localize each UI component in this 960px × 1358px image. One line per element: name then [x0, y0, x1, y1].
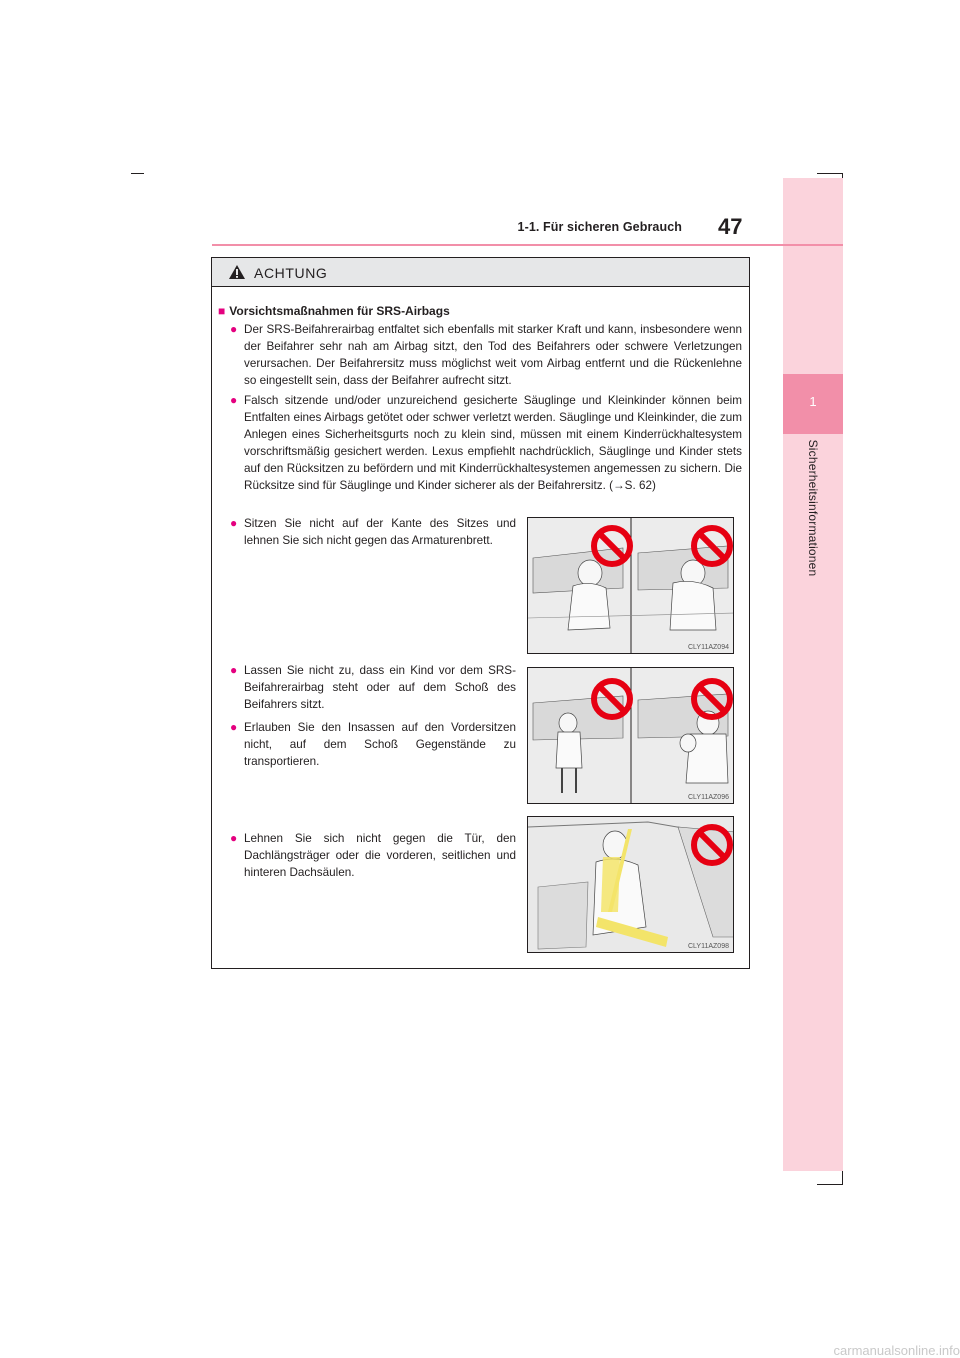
bullet-text: Lassen Sie nicht zu, dass ein Kind vor dem SRS-Beifahrerairbag steht oder auf dem Schoß des Beifahrers sitzt. — [244, 664, 516, 711]
section-title: 1-1. Für sicheren Gebrauch — [517, 220, 682, 234]
bullet-item — [230, 515, 516, 549]
prohibition-sign-icon — [528, 817, 734, 953]
header-rule — [212, 244, 843, 246]
bullet-item — [230, 719, 516, 770]
warning-subheading — [218, 304, 450, 318]
illustration-dashboard — [527, 517, 734, 654]
chapter-number: 1 — [809, 394, 817, 409]
warning-triangle-icon — [228, 264, 246, 280]
illustration-child-airbag — [527, 667, 734, 804]
bullet-dot-icon: ● — [230, 663, 238, 677]
square-bullet-icon: ■ — [218, 304, 226, 318]
bullet-item — [230, 830, 516, 881]
bullet-text: Falsch sitzende und/oder unzureichend gesicherte Säuglinge und Kleinkinder können beim Entfalten eines Airbags getötet oder schwer verletzt werden. Säuglinge und Kleinkinder, die zum Anlegen eines Sicherheitsgurts noch zu klein sind, müssen mit einem Kinderrückhaltesystem vorschriftsmäßig gesichert werden. Lexus empfiehlt nachdrücklich, Säuglinge und Kinder stets auf den Rücksitzen zu befördern und mit Kinderrückhaltesystemen angemessen zu sichern. Die Rücksitze sind für Säuglinge und Kinder sicherer als der Beifahrersitz. (→S. 62) — [244, 394, 742, 492]
page-number: 47 — [718, 214, 743, 239]
bullet-text: Sitzen Sie nicht auf der Kante des Sitzes und lehnen Sie sich nicht gegen das Armaturenbrett. — [244, 517, 516, 547]
bullet-item — [230, 662, 516, 713]
warning-title: ACHTUNG — [254, 265, 328, 281]
bullet-text: Lehnen Sie sich nicht gegen die Tür, den Dachlängsträger oder die vorderen, seitlichen und hinteren Dachsäulen. — [244, 832, 516, 879]
warning-header — [212, 258, 749, 287]
illustration-code: CLY11AZ094 — [688, 644, 729, 651]
bullet-dot-icon: ● — [230, 831, 238, 845]
warning-subheading-text: Vorsichtsmaßnahmen für SRS-Airbags — [229, 304, 450, 318]
crop-mark — [131, 173, 144, 174]
crop-mark — [817, 173, 843, 174]
bullet-dot-icon: ● — [230, 516, 238, 530]
illustration-code: CLY11AZ096 — [688, 794, 729, 801]
illustration-seatbelt — [527, 816, 734, 953]
warning-box — [211, 257, 750, 969]
bullet-text: Der SRS-Beifahrerairbag entfaltet sich ebenfalls mit starker Kraft und kann, insbesondere wenn der Beifahrer sehr nah am Airbag sitzt, den Tod des Beifahrers oder schwere Verletzungen verursachen. Der Beifahrersitz muss möglichst weit vom Airbag entfernt und die Rückenlehne so eingestellt sein, dass der Beifahrer aufrecht sitzt. — [244, 323, 742, 387]
bullet-dot-icon: ● — [230, 322, 238, 336]
prohibition-sign-icon — [528, 668, 734, 804]
bullet-dot-icon: ● — [230, 393, 238, 407]
bullet-text: Erlauben Sie den Insassen auf den Vordersitzen nicht, auf dem Schoß Gegenstände zu transportieren. — [244, 721, 516, 768]
prohibition-sign-icon — [528, 518, 734, 654]
watermark: carmanualsonline.info — [833, 1343, 960, 1358]
bullet-item — [230, 321, 742, 389]
chapter-title-container — [783, 178, 843, 1171]
bullet-item — [230, 392, 742, 494]
chapter-title: Sicherheitsinformationen — [806, 439, 820, 577]
illustration-code: CLY11AZ098 — [688, 943, 729, 950]
crop-mark — [817, 1184, 843, 1185]
chapter-side-tab — [783, 178, 843, 1171]
bullet-dot-icon: ● — [230, 720, 238, 734]
